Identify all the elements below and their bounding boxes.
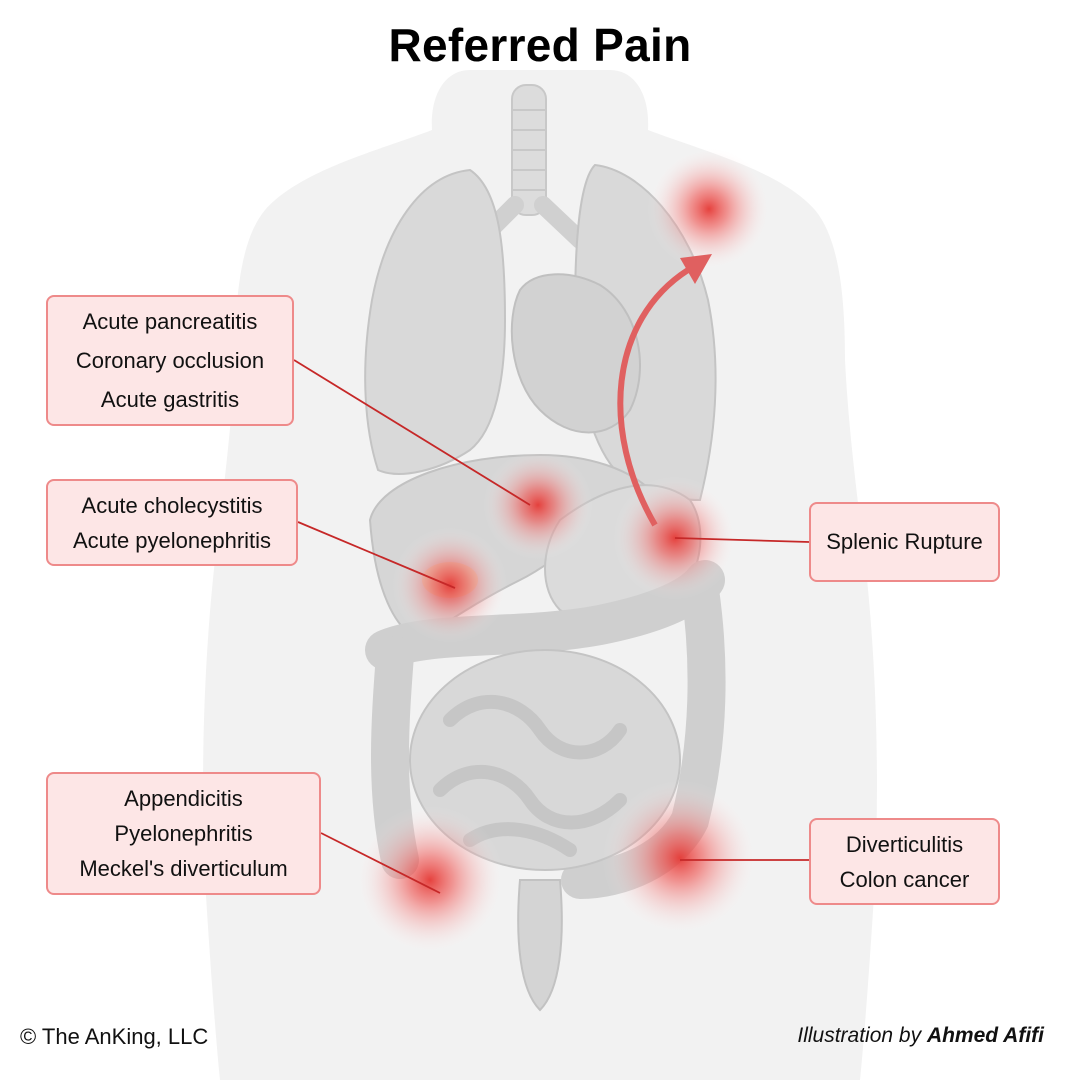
label-splenic-group	[809, 502, 1000, 582]
label-text: Pyelonephritis	[114, 821, 253, 846]
credit-prefix: Illustration by	[797, 1024, 922, 1047]
label-cholecystitis-group	[46, 479, 298, 566]
label-text: Acute gastritis	[100, 387, 240, 412]
label-text: Acute pyelonephritis	[72, 527, 272, 553]
pain-spot-epigastric	[483, 450, 593, 560]
label-text: Meckel's diverticulum	[79, 856, 288, 881]
pain-spot-right-lower	[355, 805, 505, 955]
label-text: Acute pancreatitis	[82, 309, 258, 334]
label-text: Coronary occlusion	[75, 348, 265, 373]
pain-spot-shoulder	[647, 147, 771, 271]
illustration-credit	[797, 1024, 1044, 1048]
label-text: Appendicitis	[124, 786, 243, 811]
label-text: Splenic Rupture	[826, 529, 983, 554]
label-text: Diverticulitis	[845, 831, 964, 857]
copyright-text: © The AnKing, LLC	[20, 1024, 209, 1049]
label-pancreatitis-group	[46, 295, 294, 426]
label-text: Acute cholecystitis	[81, 492, 263, 518]
pain-spot-left-lower	[602, 780, 758, 936]
page-title: Referred Pain	[388, 19, 692, 71]
label-appendicitis-group	[46, 772, 321, 895]
label-text: Colon cancer	[839, 866, 970, 892]
credit-name: Ahmed Afifi	[926, 1024, 1044, 1047]
label-diverticulitis-group	[809, 818, 1000, 905]
